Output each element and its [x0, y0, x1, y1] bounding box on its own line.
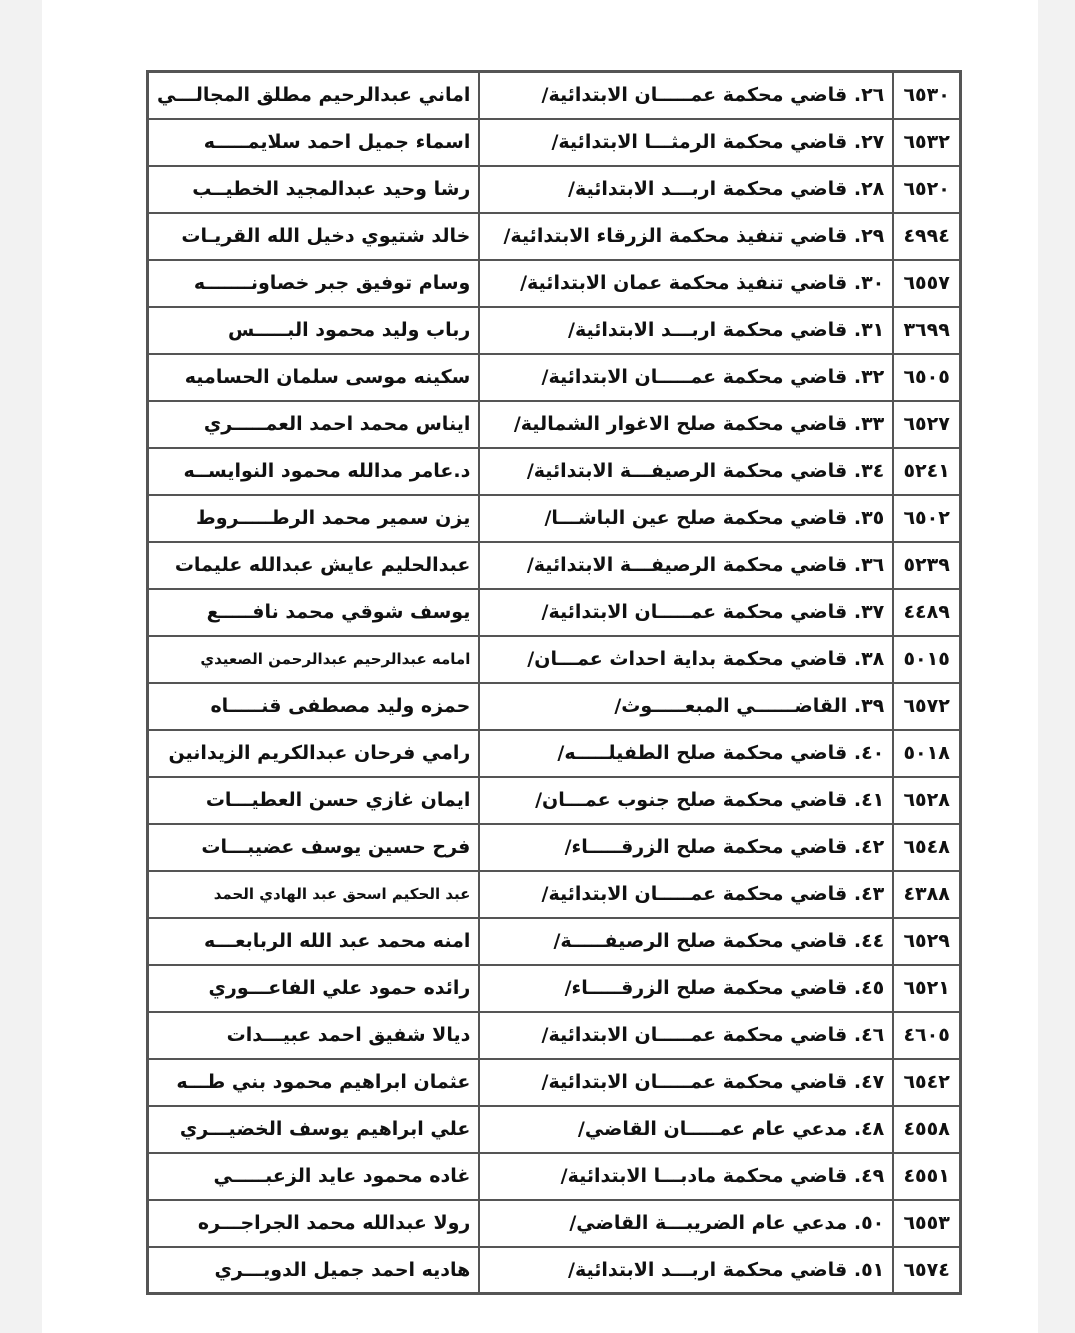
judges-table: [146, 70, 962, 1295]
judge-name-cell: غاده محمود عايد الزعبـــــي: [148, 1153, 480, 1200]
position-cell: ٣١. قاضي محكمة اربـــد الابتدائية/: [479, 307, 893, 354]
judge-name-cell: رولا عبدالله محمد الجراجـــره: [148, 1200, 480, 1247]
judge-name-cell: هاديه احمد جميل الدويـــري: [148, 1247, 480, 1294]
employee-number-cell: ٤٦٠٥: [893, 1012, 960, 1059]
employee-number-cell: ٤٥٥١: [893, 1153, 960, 1200]
position-cell: ٣٩. القاضــــــي المبعـــــوث/: [479, 683, 893, 730]
judge-name-cell: علي ابراهيم يوسف الخضيـــري: [148, 1106, 480, 1153]
judge-name-cell: رامي فرحان عبدالكريم الزيدانين: [148, 730, 480, 777]
position-cell: ٤٣. قاضي محكمة عمـــــان الابتدائية/: [479, 871, 893, 918]
position-cell: ٤٧. قاضي محكمة عمـــــان الابتدائية/: [479, 1059, 893, 1106]
position-cell: ٣٥. قاضي محكمة صلح عين الباشـــا/: [479, 495, 893, 542]
table-row: [148, 495, 961, 542]
position-cell: ٤١. قاضي محكمة صلح جنوب عمـــان/: [479, 777, 893, 824]
table-row: [148, 1200, 961, 1247]
employee-number-cell: ٥٠١٨: [893, 730, 960, 777]
employee-number-cell: ٦٥٥٧: [893, 260, 960, 307]
table-row: [148, 636, 961, 683]
employee-number-cell: ٦٥٤٨: [893, 824, 960, 871]
position-cell: ٣٤. قاضي محكمة الرصيفـــة الابتدائية/: [479, 448, 893, 495]
position-cell: ٣٧. قاضي محكمة عمـــــان الابتدائية/: [479, 589, 893, 636]
employee-number-cell: ٦٥٧٢: [893, 683, 960, 730]
employee-number-cell: ٦٥٢٩: [893, 918, 960, 965]
table-row: [148, 730, 961, 777]
position-cell: ٣٠. قاضي تنفيذ محكمة عمان الابتدائية/: [479, 260, 893, 307]
judge-name-cell: ايمان غازي حسن العطيـــات: [148, 777, 480, 824]
employee-number-cell: ٦٥٢٨: [893, 777, 960, 824]
position-cell: ٤٤. قاضي محكمة صلح الرصيفـــــة/: [479, 918, 893, 965]
employee-number-cell: ٦٥٤٢: [893, 1059, 960, 1106]
position-cell: ٢٧. قاضي محكمة الرمثـــا الابتدائية/: [479, 119, 893, 166]
employee-number-cell: ٦٥٠٥: [893, 354, 960, 401]
position-cell: ٣٣. قاضي محكمة صلح الاغوار الشمالية/: [479, 401, 893, 448]
position-cell: ٥٠. مدعي عام الضريبـــة القاضي/: [479, 1200, 893, 1247]
table-row: [148, 166, 961, 213]
employee-number-cell: ٣٦٩٩: [893, 307, 960, 354]
judge-name-cell: اسماء جميل احمد سلايمـــــه: [148, 119, 480, 166]
judge-name-cell: امنه محمد عبد الله الربابعـــه: [148, 918, 480, 965]
document-page: [42, 0, 1038, 1333]
position-cell: ٤٨. مدعي عام عمـــــان القاضي/: [479, 1106, 893, 1153]
position-cell: ٤٠. قاضي محكمة صلح الطفيلـــــه/: [479, 730, 893, 777]
judge-name-cell: ايناس محمد احمد العمـــــري: [148, 401, 480, 448]
position-cell: ٢٨. قاضي محكمة اربـــد الابتدائية/: [479, 166, 893, 213]
position-cell: ٤٥. قاضي محكمة صلح الزرقـــــاء/: [479, 965, 893, 1012]
table-row: [148, 1106, 961, 1153]
judge-name-cell: عثمان ابراهيم محمود بني طـــه: [148, 1059, 480, 1106]
employee-number-cell: ٦٥٢٧: [893, 401, 960, 448]
judge-name-cell: ديالا شفيق احمد عبيـــدات: [148, 1012, 480, 1059]
table-row: [148, 1059, 961, 1106]
table-row: [148, 1153, 961, 1200]
position-cell: ٢٩. قاضي تنفيذ محكمة الزرقاء الابتدائية/: [479, 213, 893, 260]
employee-number-cell: ٦٥٣٢: [893, 119, 960, 166]
judge-name-cell: سكينه موسى سلمان الحساميه: [148, 354, 480, 401]
table-row: [148, 589, 961, 636]
employee-number-cell: ٥٢٣٩: [893, 542, 960, 589]
table-row: [148, 918, 961, 965]
judge-name-cell: اماني عبدالرحيم مطلق المجالـــي: [148, 72, 480, 119]
employee-number-cell: ٦٥٣٠: [893, 72, 960, 119]
table-row: [148, 307, 961, 354]
position-cell: ٥١. قاضي محكمة اربـــد الابتدائية/: [479, 1247, 893, 1294]
judge-name-cell: عبدالحليم عايش عبدالله عليمات: [148, 542, 480, 589]
employee-number-cell: ٦٥٠٢: [893, 495, 960, 542]
position-cell: ٤٢. قاضي محكمة صلح الزرقـــــاء/: [479, 824, 893, 871]
table-row: [148, 260, 961, 307]
judge-name-cell: يزن سمير محمد الرطـــــروط: [148, 495, 480, 542]
employee-number-cell: ٦٥٧٤: [893, 1247, 960, 1294]
table-row: [148, 401, 961, 448]
table-row: [148, 354, 961, 401]
table-row: [148, 777, 961, 824]
position-cell: ٣٦. قاضي محكمة الرصيفـــة الابتدائية/: [479, 542, 893, 589]
position-cell: ٣٨. قاضي محكمة بداية احداث عمـــان/: [479, 636, 893, 683]
position-cell: ٣٢. قاضي محكمة عمـــــان الابتدائية/: [479, 354, 893, 401]
employee-number-cell: ٦٥٥٣: [893, 1200, 960, 1247]
table-row: [148, 119, 961, 166]
employee-number-cell: ٦٥٢٠: [893, 166, 960, 213]
table-row: [148, 683, 961, 730]
employee-number-cell: ٤٤٨٩: [893, 589, 960, 636]
table-body: [148, 72, 961, 1294]
table-row: [148, 1012, 961, 1059]
judge-name-cell: رشا وحيد عبدالمجيد الخطيــب: [148, 166, 480, 213]
judge-name-cell: فرح حسين يوسف عضيبـــات: [148, 824, 480, 871]
employee-number-cell: ٤٩٩٤: [893, 213, 960, 260]
judge-name-cell: د.عامر مدالله محمود النوايســه: [148, 448, 480, 495]
judge-name-cell: يوسف شوقي محمد نافـــــع: [148, 589, 480, 636]
employee-number-cell: ٤٥٥٨: [893, 1106, 960, 1153]
judge-name-cell: رباب وليد محمود البـــــس: [148, 307, 480, 354]
judge-name-cell: امامه عبدالرحيم عبدالرحمن الصعيدي: [148, 636, 480, 683]
judge-name-cell: عبد الحكيم اسحق عبد الهادي الحمد: [148, 871, 480, 918]
table-row: [148, 72, 961, 119]
judge-name-cell: خالد شتيوي دخيل الله القريـات: [148, 213, 480, 260]
judge-name-cell: حمزه وليد مصطفى قنـــــاه: [148, 683, 480, 730]
employee-number-cell: ٤٣٨٨: [893, 871, 960, 918]
table-row: [148, 965, 961, 1012]
position-cell: ٤٩. قاضي محكمة مادبـــا الابتدائية/: [479, 1153, 893, 1200]
judge-name-cell: وسام توفيق جبر خصاونـــــــه: [148, 260, 480, 307]
position-cell: ٤٦. قاضي محكمة عمـــــان الابتدائية/: [479, 1012, 893, 1059]
table-row: [148, 871, 961, 918]
employee-number-cell: ٥٠١٥: [893, 636, 960, 683]
judge-name-cell: رائده حمود علي الفاعـــوري: [148, 965, 480, 1012]
table-row: [148, 1247, 961, 1294]
position-cell: ٢٦. قاضي محكمة عمـــــان الابتدائية/: [479, 72, 893, 119]
table-row: [148, 542, 961, 589]
table-row: [148, 213, 961, 260]
table-row: [148, 448, 961, 495]
employee-number-cell: ٥٢٤١: [893, 448, 960, 495]
table-row: [148, 824, 961, 871]
employee-number-cell: ٦٥٢١: [893, 965, 960, 1012]
